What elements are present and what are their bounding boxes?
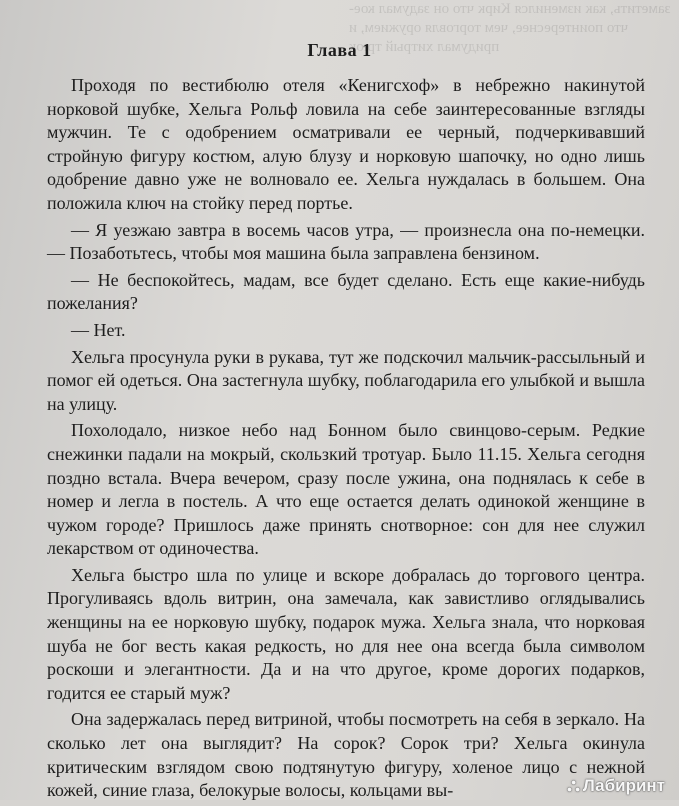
bleed-through-text: заметить, как изменился Кирк что он задумал кое-что поинтереснее, чем торговля оружием, и придумал хитрый трюк — [349, 1, 671, 55]
labirint-logo-icon: ⛬ — [567, 775, 580, 795]
watermark-text: Лабиринт — [582, 775, 665, 795]
paragraph: Она задержалась перед витриной, чтобы посмотреть на себя в зеркало. На сколько лет она выглядит? На сорок? Сорок три? Хельга окинула критическим взглядом свою подтянутую фигуру, холеное лицо с нежной кожей, синие глаза, белокурые волосы, кольцами вы- — [47, 709, 645, 801]
paragraph: Хельга быстро шла по улице и вскоре добралась до торгового центра. Прогуливаясь вдоль витрин, она замечала, как завистливо оглядывались женщины на ее норковую шубку, подарок мужа. Хельга знала, что норковая шуба не бог весть какая редкость, но для нее она всегда была символом роскоши и элегантности. Да и на что другое, кроме дорогих подарков, годится ее старый муж? — [47, 564, 645, 703]
paragraph: — Я уезжаю завтра в восемь часов утра, — произнесла она по-немецки. — Позаботьтесь, чтобы моя машина была заправлена бензином. — [47, 219, 645, 264]
paragraph: Похолодало, низкое небо над Бонном было свинцово-серым. Редкие снежинки падали на мокрый, скользкий тротуар. Было 11.15. Хельга сегодня поздно встала. Вчера вечером, сразу после ужина, она поднялась к себе в номер и легла в постель. А что еще остается делать одинокой женщине в чужом городе? Пришлось даже принять снотворное: сон для нее служил лекарством от одиночества. — [47, 420, 645, 559]
paragraph: Хельга просунула руки в рукава, тут же подскочил мальчик-рассыльный и помог ей одеться. Она застегнула шубку, поблагодарила его улыбкой и вышла на улицу. — [47, 346, 645, 414]
paragraph: — Нет. — [71, 319, 126, 340]
body-text — [47, 74, 645, 806]
chapter-title: Глава 1 — [307, 40, 372, 60]
labirint-watermark — [567, 775, 665, 796]
paragraph: Проходя по вестибюлю отеля «Кенигсхоф» в небрежно накинутой норковой шубке, Хельга Рольф ловила на себе заинтересованные взгляды мужчин. Те с одобрением осматривали ее черный, подчеркивавший стройную фигуру костюм, алую блузу и норковую шапочку, но одно лишь одобрение давно уже не волновало ее. Хельга нуждалась в большем. Она положила ключ на стойку перед портье. — [47, 75, 645, 213]
paragraph: — Не беспокойтесь, мадам, все будет сделано. Есть еще какие-нибудь пожелания? — [47, 269, 645, 314]
